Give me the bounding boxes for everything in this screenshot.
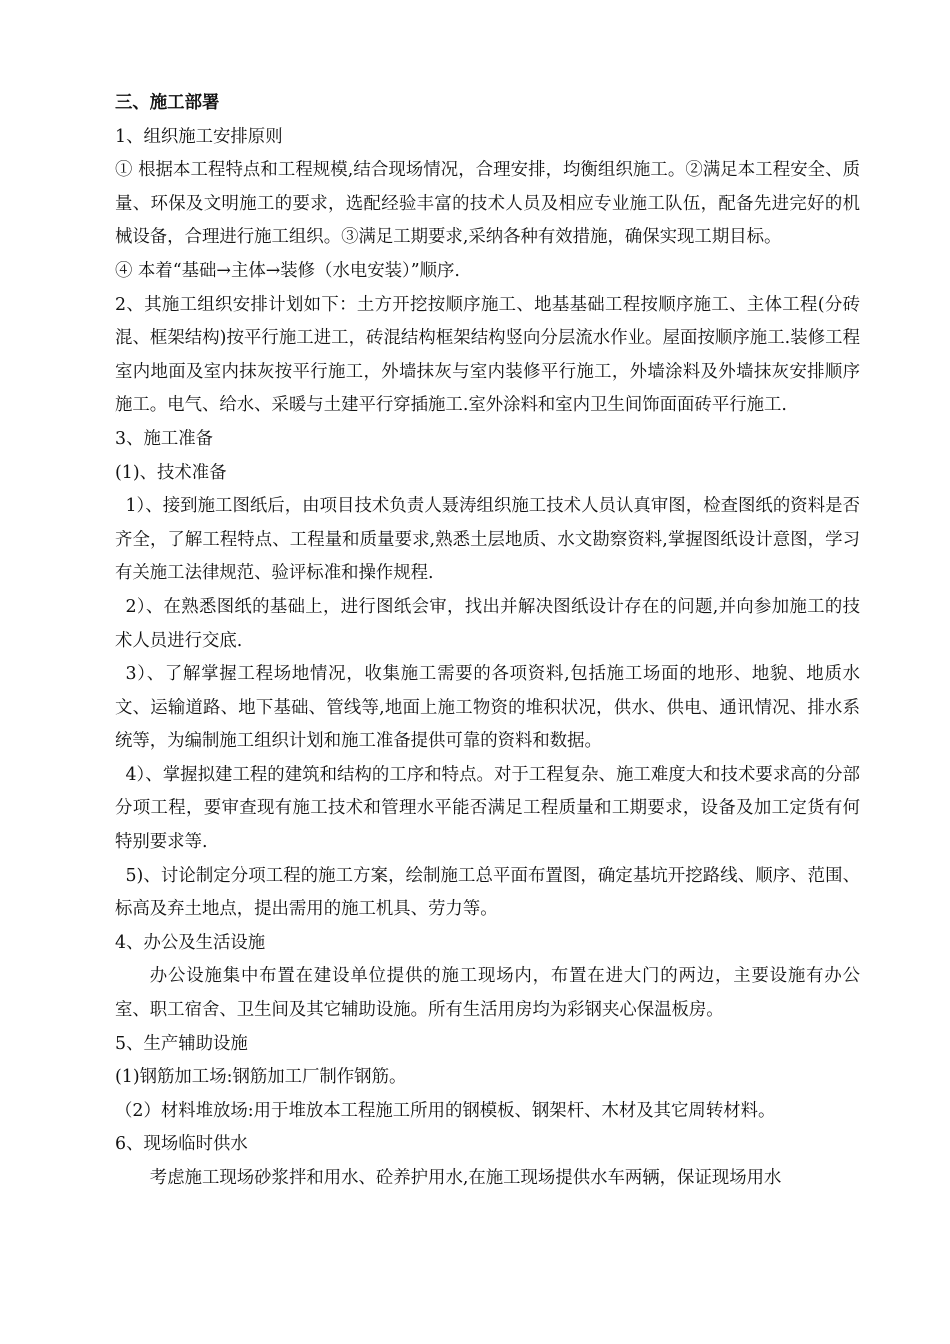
paragraph-sequence: ④ 本着“基础→主体→装修（水电安装）”顺序. [115, 260, 460, 281]
paragraph-tech-item-4: 4）、掌握拟建工程的建筑和结构的工序和特点。对于工程复杂、施工难度大和技术要求高的分部分项工程，要审查现有施工技术和管理水平能否满足工程质量和工期要求，设备及加工定货有何特别要求等. [115, 764, 860, 853]
paragraph-tech-item-5: 5)、讨论制定分项工程的施工方案，绘制施工总平面布置图，确定基坑开挖路线、顺序、范围、标高及弃土地点，提出需用的施工机具、劳力等。 [115, 865, 860, 920]
paragraph-tech-item-3: 3）、了解掌握工程场地情况，收集施工需要的各项资料,包括施工场面的地形、地貌、地质水文、运输道路、地下基础、管线等,地面上施工物资的堆积状况，供水、供电、通讯情况、排水系统等，为编制施工组织计划和施工准备提供可靠的资料和数据。 [115, 664, 860, 752]
paragraph-schedule-plan: 2、其施工组织安排计划如下：土方开挖按顺序施工、地基基础工程按顺序施工、主体工程(分砖混、框架结构)按平行施工进工，砖混结构框架结构竖向分层流水作业。屋面按顺序施工.装修工程室内地面及室内抹灰按平行施工，外墙抹灰与室内装修平行施工，外墙涂料及外墙抹灰安排顺序施工。电气、给水、采暖与土建平行穿插施工.室外涂料和室内卫生间饰面面砖平行施工. [115, 294, 860, 416]
section-title: 三、施工部署 [115, 93, 220, 113]
paragraph-material-yard: （2）材料堆放场:用于堆放本工程施工所用的钢模板、钢架杆、木材及其它周转材料。 [115, 1100, 776, 1121]
heading-production-facilities: 5、生产辅助设施 [115, 1033, 248, 1054]
heading-water-supply: 6、现场临时供水 [115, 1134, 248, 1155]
document-body [115, 87, 860, 1196]
paragraph-office-facilities: 办公设施集中布置在建设单位提供的施工现场内，布置在进大门的两边，主要设施有办公室、职工宿舍、卫生间及其它辅助设施。所有生活用房均为彩钢夹心保温板房。 [115, 966, 860, 1021]
heading-technical-preparation: (1)、技术准备 [115, 462, 227, 483]
paragraph-water-supply: 考虑施工现场砂浆拌和用水、砼养护用水,在施工现场提供水车两辆，保证现场用水 [149, 1168, 782, 1188]
paragraph-principles: ① 根据本工程特点和工程规模,结合现场情况，合理安排，均衡组织施工。②满足本工程安全、质量、环保及文明施工的要求，选配经验丰富的技术人员及相应专业施工队伍，配备先进完好的机械设备，合理进行施工组织。③满足工期要求,采纳各种有效措施，确保实现工期目标。 [115, 160, 860, 248]
paragraph-tech-item-2: 2）、在熟悉图纸的基础上，进行图纸会审，找出并解决图纸设计存在的问题,并向参加施工的技术人员进行交底. [115, 596, 860, 651]
heading-preparation: 3、施工准备 [115, 428, 214, 449]
paragraph-rebar-yard: (1)钢筋加工场:钢筋加工厂制作钢筋。 [115, 1067, 407, 1088]
heading-office-facilities: 4、办公及生活设施 [115, 932, 266, 953]
heading-organization-principles: 1、组织施工安排原则 [115, 126, 283, 147]
paragraph-tech-item-1: 1）、接到施工图纸后，由项目技术负责人聂涛组织施工技术人员认真审图，检查图纸的资料是否齐全，了解工程特点、工程量和质量要求,熟悉土层地质、水文勘察资料,掌握图纸设计意图，学习有关施工法律规范、验评标准和操作规程. [115, 496, 860, 584]
